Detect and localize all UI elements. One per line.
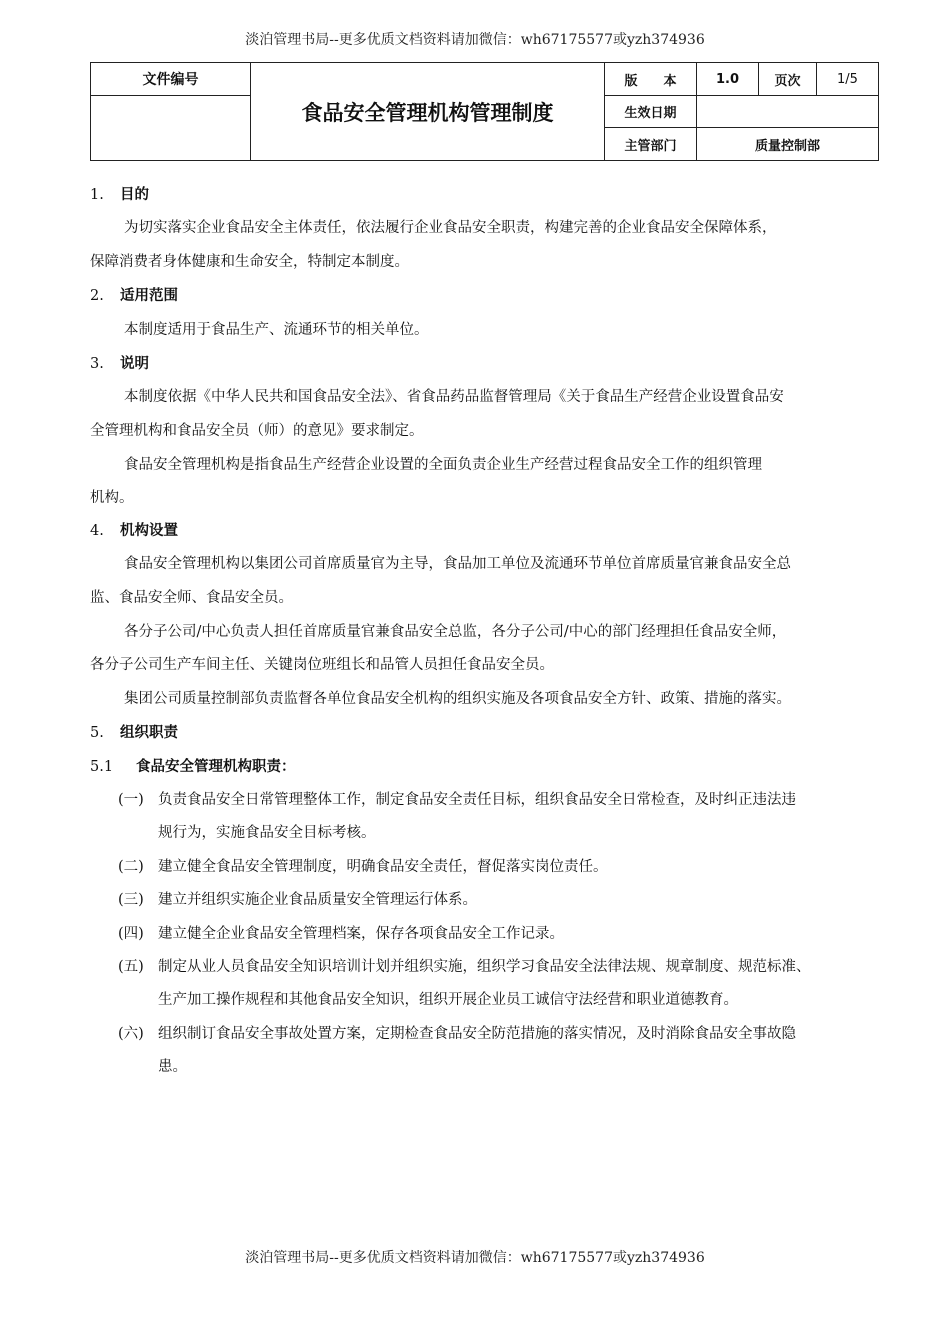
- section-heading: 1. 目的: [90, 187, 149, 203]
- paragraph-line: 机构。: [90, 490, 134, 506]
- paragraph-line: 全管理机构和食品安全员（师）的意见》要求制定。: [90, 423, 424, 439]
- list-item-continuation: 患。: [158, 1059, 187, 1075]
- list-item-text: 建立健全企业食品安全管理档案，保存各项食品安全工作记录。: [158, 926, 564, 942]
- department-label: 主管部门: [605, 128, 697, 161]
- paragraph-line: 本制度依据《中华人民共和国食品安全法》、省食品药品监督管理局《关于食品生产经营企业设置食品安: [124, 389, 784, 405]
- paragraph-line: 本制度适用于食品生产、流通环节的相关单位。: [124, 322, 429, 338]
- list-item-text: 制定从业人员食品安全知识培训计划并组织实施，组织学习食品安全法律法规、规章制度、规范标准、: [158, 959, 811, 975]
- list-item-marker: (一): [118, 792, 144, 808]
- page-value: 1/5: [817, 63, 879, 96]
- paragraph-line: 监、食品安全师、食品安全员。: [90, 590, 293, 606]
- list-item-marker: (四): [118, 926, 144, 942]
- paragraph-line: 食品安全管理机构以集团公司首席质量官为主导，食品加工单位及流通环节单位首席质量官兼食品安全总: [124, 556, 791, 572]
- watermark-bottom: 淡泊管理书局--更多优质文档资料请加微信：wh67175577或yzh374936: [245, 1250, 705, 1266]
- document-title: 食品安全管理机构管理制度: [251, 63, 605, 161]
- subsection-heading: 5.1 食品安全管理机构职责：: [90, 759, 296, 775]
- list-item-marker: (三): [118, 892, 144, 908]
- list-item-text: 负责食品安全日常管理整体工作，制定食品安全责任目标，组织食品安全日常检查，及时纠正违法违: [158, 792, 796, 808]
- section-heading: 3. 说明: [90, 356, 149, 372]
- page-label: 页次: [759, 63, 817, 96]
- paragraph-line: 保障消费者身体健康和生命安全，特制定本制度。: [90, 254, 409, 270]
- list-item-continuation: 规行为，实施食品安全目标考核。: [158, 825, 376, 841]
- version-value: 1.0: [697, 63, 759, 96]
- list-item-text: 建立健全食品安全管理制度，明确食品安全责任，督促落实岗位责任。: [158, 859, 608, 875]
- paragraph-line: 集团公司质量控制部负责监督各单位食品安全机构的组织实施及各项食品安全方针、政策、措施的落实。: [124, 691, 791, 707]
- effective-date-label: 生效日期: [605, 96, 697, 128]
- list-item-marker: (二): [118, 859, 144, 875]
- list-item-text: 组织制订食品安全事故处置方案，定期检查食品安全防范措施的落实情况，及时消除食品安全事故隐: [158, 1026, 796, 1042]
- list-item-marker: (五): [118, 959, 144, 975]
- version-label: 版 本: [605, 63, 697, 96]
- document-header-table: [90, 62, 879, 161]
- paragraph-line: 各分子公司/中心负责人担任首席质量官兼食品安全总监，各分子公司/中心的部门经理担任食品安全师，: [124, 624, 787, 640]
- list-item-continuation: 生产加工操作规程和其他食品安全知识，组织开展企业员工诚信守法经营和职业道德教育。: [158, 992, 738, 1008]
- department-value: 质量控制部: [697, 128, 879, 161]
- paragraph-line: 为切实落实企业食品安全主体责任，依法履行企业食品安全职责，构建完善的企业食品安全保障体系，: [124, 220, 777, 236]
- list-item-text: 建立并组织实施企业食品质量安全管理运行体系。: [158, 892, 477, 908]
- section-heading: 2. 适用范围: [90, 288, 178, 304]
- list-item-marker: (六): [118, 1026, 144, 1042]
- paragraph-line: 各分子公司生产车间主任、关键岗位班组长和品管人员担任食品安全员。: [90, 657, 554, 673]
- file-number-value: [91, 96, 251, 161]
- effective-date-value: [697, 96, 879, 128]
- file-number-label: 文件编号: [91, 63, 251, 96]
- section-heading: 5. 组织职责: [90, 725, 178, 741]
- watermark-top: 淡泊管理书局--更多优质文档资料请加微信：wh67175577或yzh374936: [245, 32, 705, 48]
- section-heading: 4. 机构设置: [90, 523, 178, 539]
- paragraph-line: 食品安全管理机构是指食品生产经营企业设置的全面负责企业生产经营过程食品安全工作的组织管理: [124, 457, 762, 473]
